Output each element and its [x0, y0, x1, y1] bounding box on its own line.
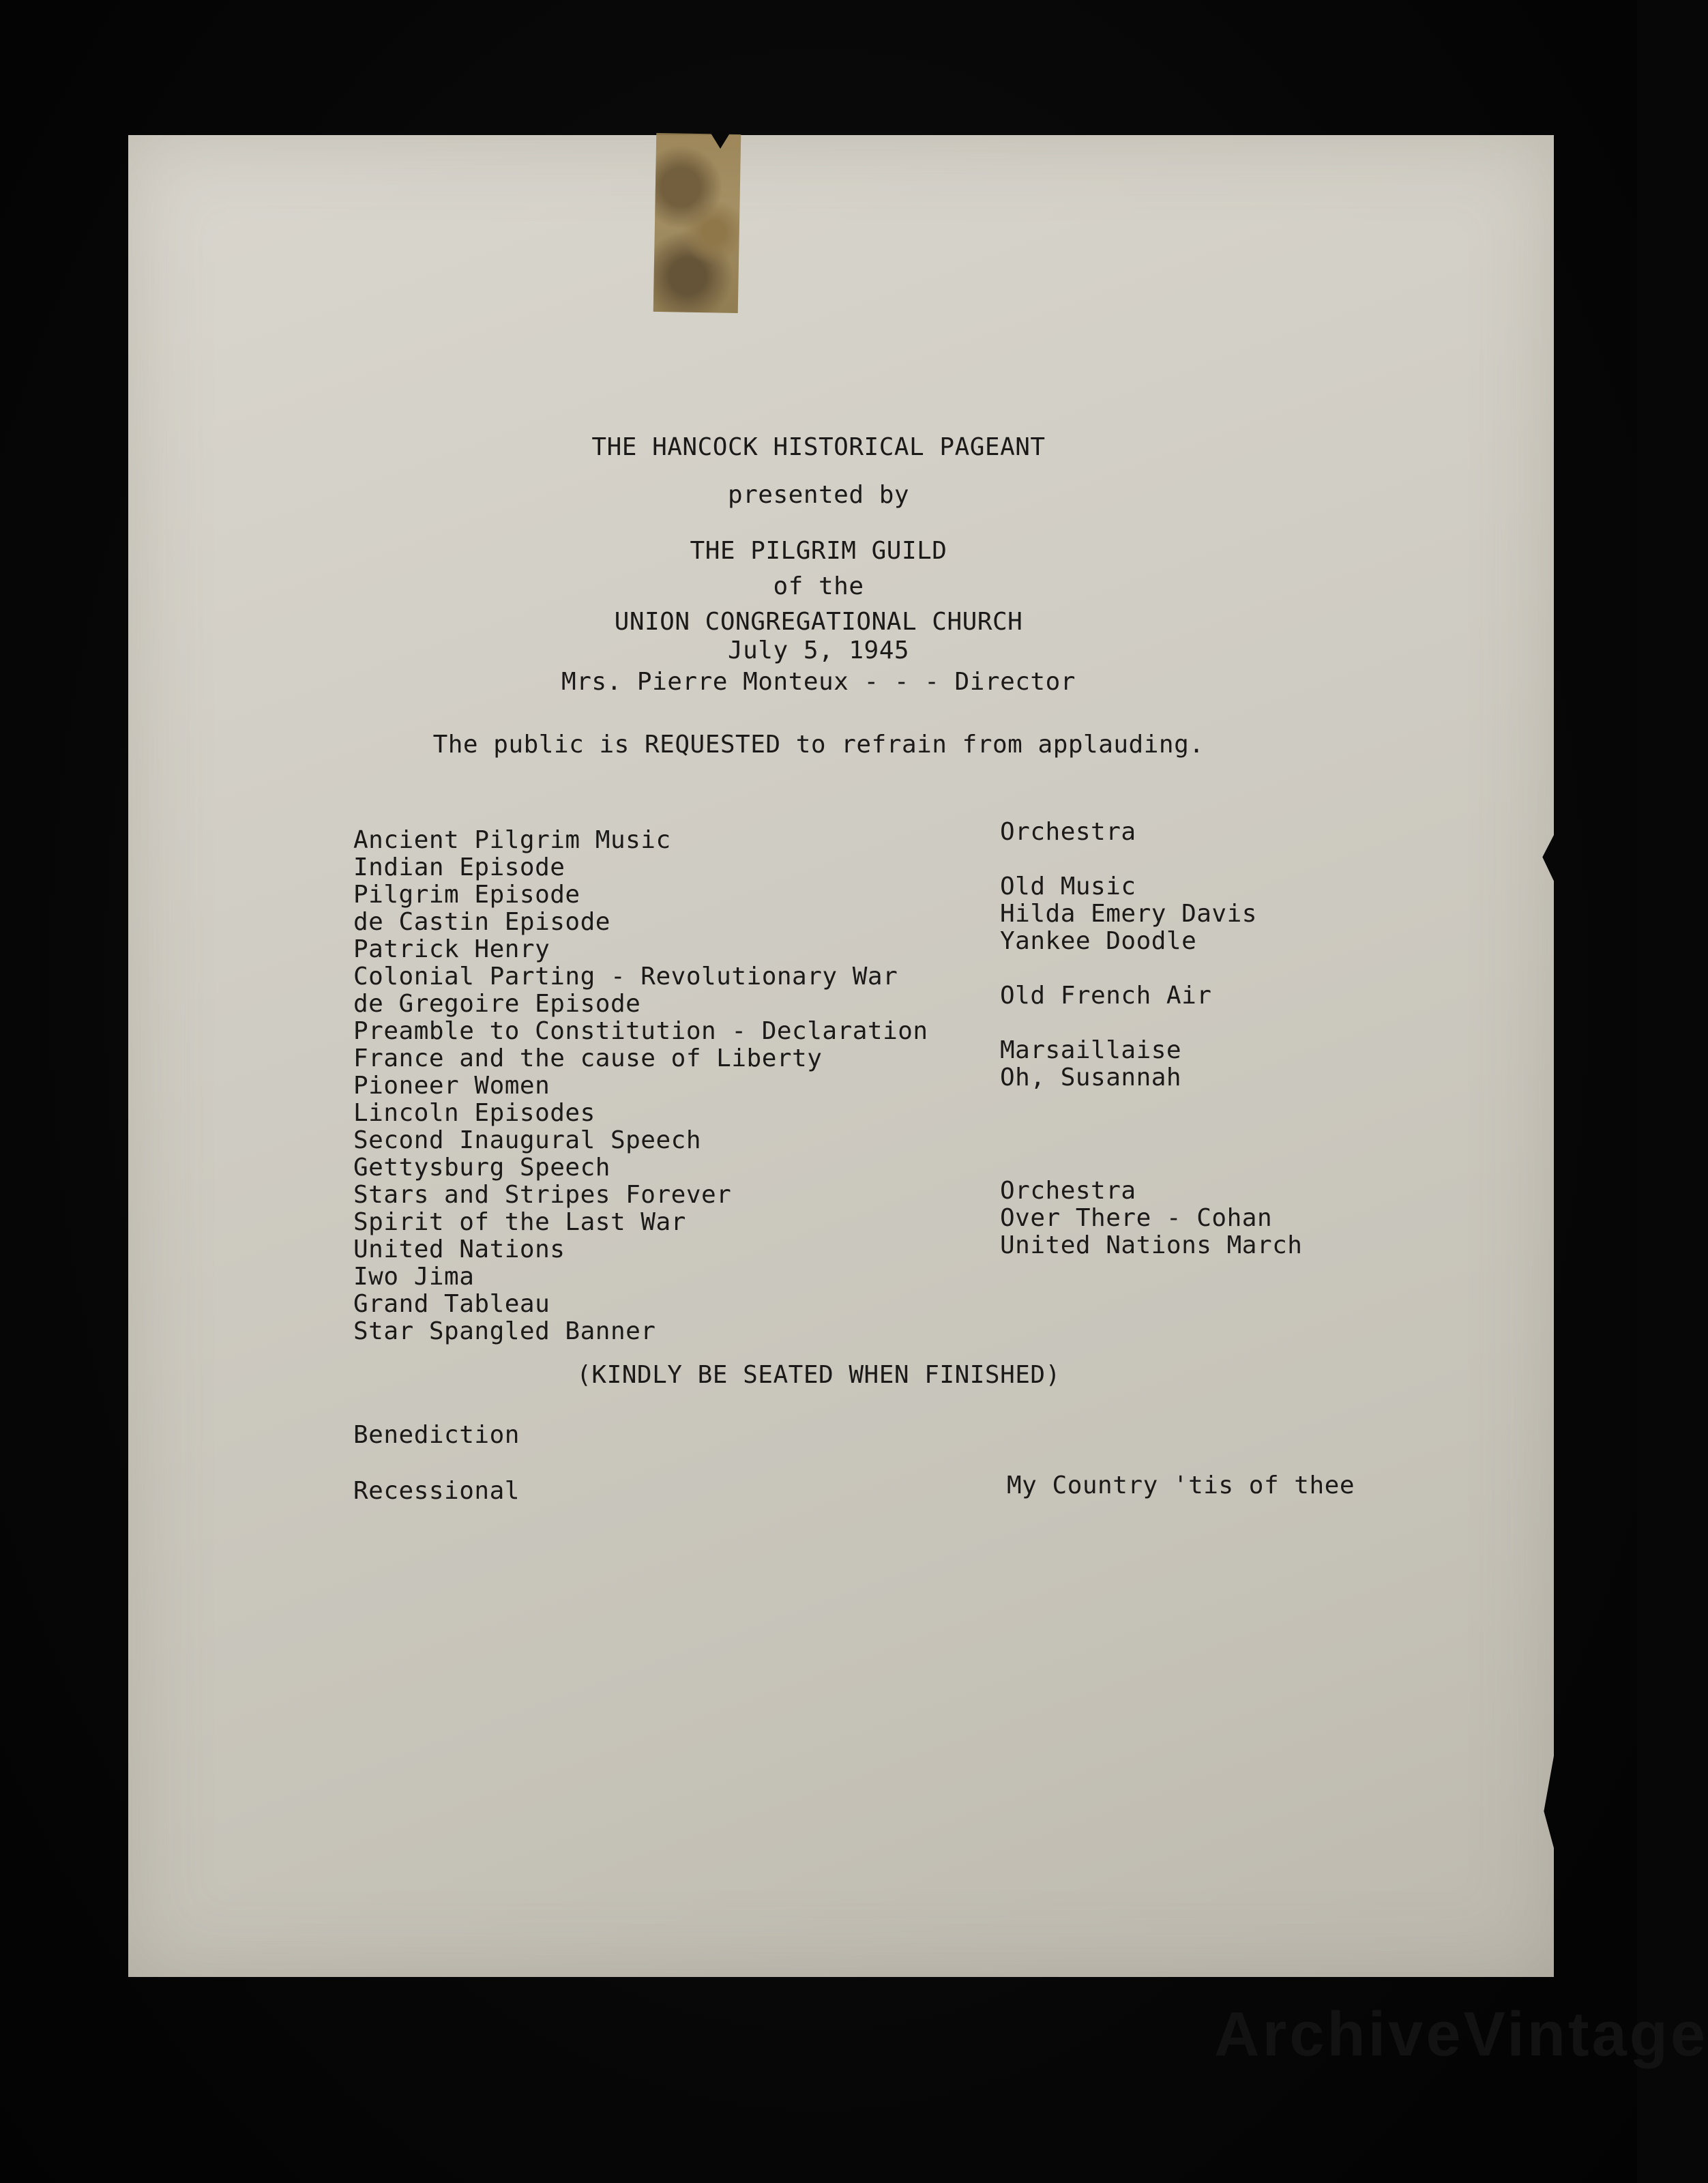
church-name: UNION CONGREGATIONAL CHURCH [614, 608, 1023, 636]
kindly-notice: (KINDLY BE SEATED WHEN FINISHED) [576, 1361, 1061, 1389]
guild-name: THE PILGRIM GUILD [690, 537, 947, 565]
music-item: United Nations March [1000, 1231, 1303, 1259]
watermark-text: ArchiveVintage [1214, 1999, 1708, 2069]
episode-item: Pioneer Women [353, 1072, 550, 1100]
episode-item: Patrick Henry [353, 935, 550, 963]
director-line: Mrs. Pierre Monteux - - - Director [561, 668, 1076, 696]
episode-item: Stars and Stripes Forever [353, 1181, 732, 1209]
music-item: Orchestra [1000, 1177, 1136, 1205]
episode-item: Ancient Pilgrim Music [353, 826, 671, 854]
episode-item: Colonial Parting - Revolutionary War [353, 963, 898, 991]
episode-item: Second Inaugural Speech [353, 1126, 701, 1154]
episode-item: Gettysburg Speech [353, 1154, 610, 1182]
event-date: July 5, 1945 [727, 636, 910, 664]
tape-stain [653, 133, 741, 313]
episode-item: France and the cause of Liberty [353, 1044, 823, 1072]
episode-item: Grand Tableau [353, 1290, 550, 1318]
paper-tear [709, 131, 731, 149]
benediction: Benediction [353, 1421, 520, 1449]
music-item: Old French Air [1000, 982, 1212, 1010]
episode-item: de Gregoire Episode [353, 990, 641, 1018]
episode-item: Preamble to Constitution - Declaration [353, 1017, 928, 1045]
music-item: Old Music [1000, 873, 1136, 900]
episode-item: Indian Episode [353, 853, 565, 881]
music-item: Orchestra [1000, 818, 1136, 846]
episode-item: Pilgrim Episode [353, 881, 580, 909]
music-item: Yankee Doodle [1000, 927, 1197, 955]
music-item: Oh, Susannah [1000, 1064, 1182, 1092]
episode-item: Lincoln Episodes [353, 1099, 595, 1127]
music-item: Marsaillaise [1000, 1036, 1182, 1064]
pageant-title: THE HANCOCK HISTORICAL PAGEANT [591, 433, 1046, 461]
episode-item: Star Spangled Banner [353, 1317, 656, 1345]
of-the: of the [773, 572, 864, 600]
episode-item: United Nations [353, 1235, 565, 1263]
recessional-music: My Country 'tis of thee [1007, 1471, 1355, 1499]
program-sheet [128, 135, 1554, 1977]
music-item: Over There - Cohan [1000, 1204, 1273, 1232]
episode-item: de Castin Episode [353, 908, 610, 936]
episode-item: Iwo Jima [353, 1263, 475, 1291]
episode-item: Spirit of the Last War [353, 1208, 686, 1236]
applause-notice: The public is REQUESTED to refrain from applauding. [432, 731, 1205, 759]
recessional: Recessional [353, 1477, 520, 1505]
music-item: Hilda Emery Davis [1000, 900, 1257, 928]
presented-by: presented by [727, 481, 910, 509]
